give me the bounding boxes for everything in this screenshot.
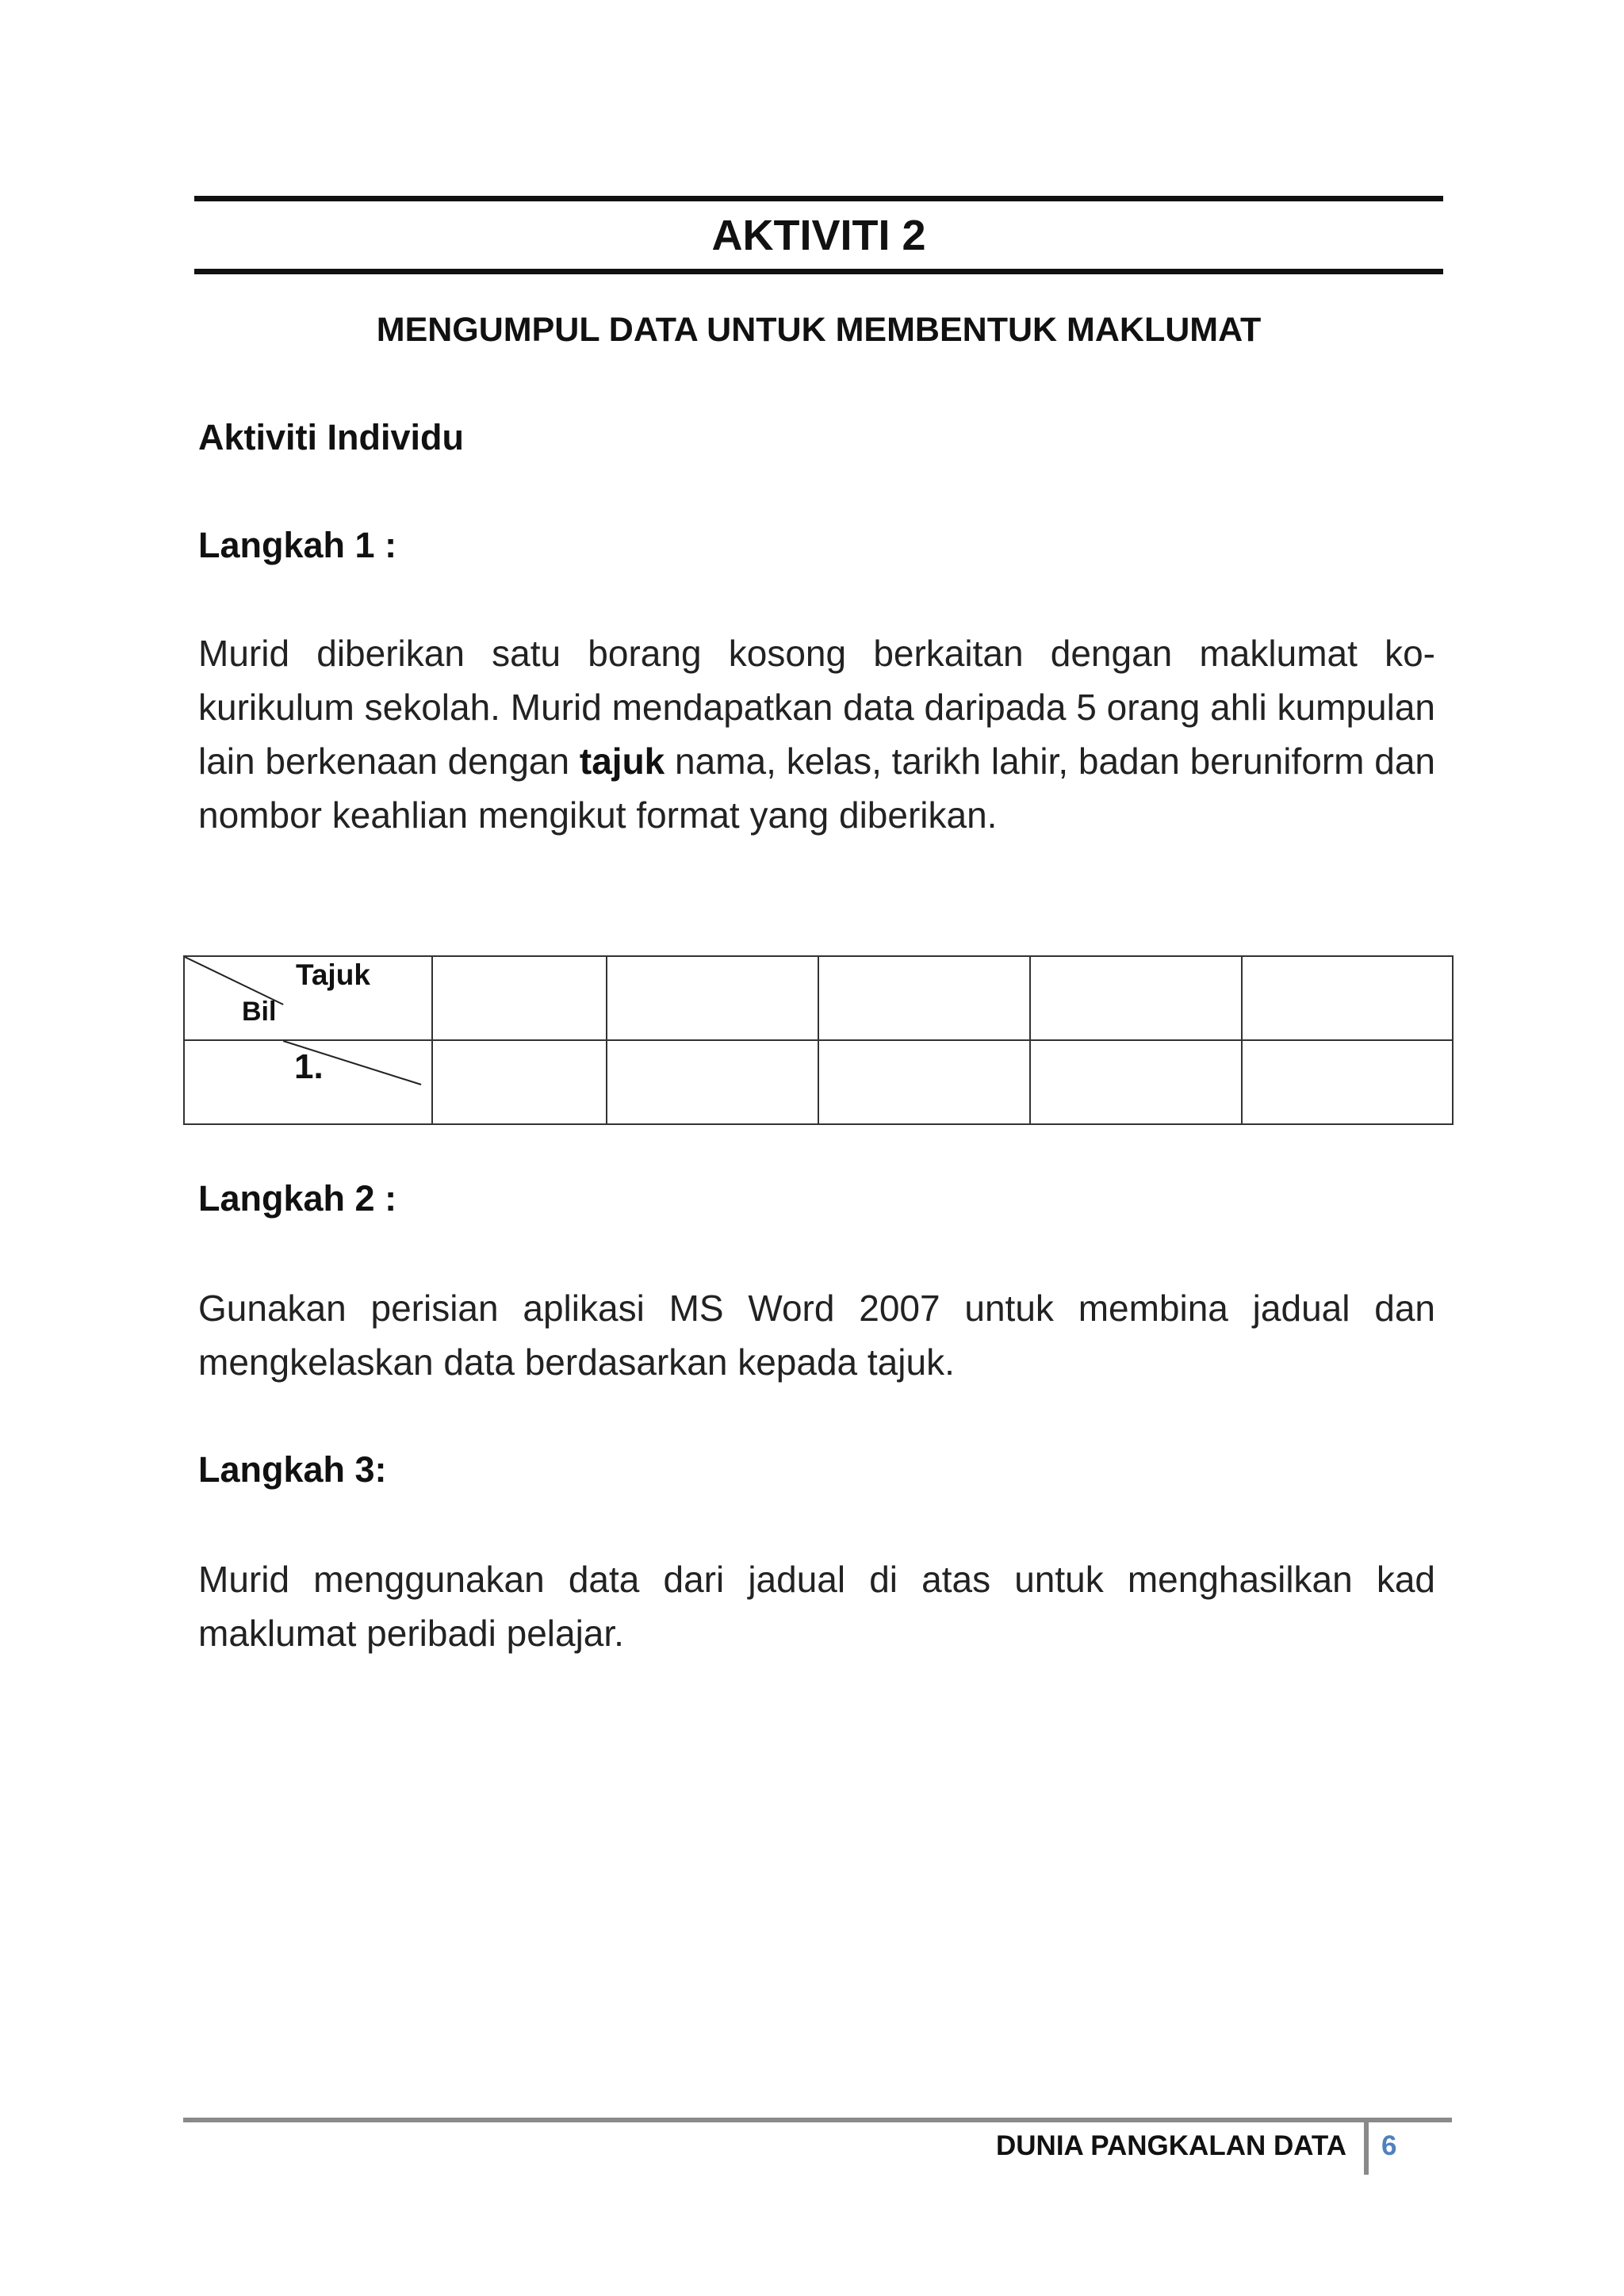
header-corner-cell <box>184 956 432 1040</box>
table-cell[interactable] <box>432 956 607 1040</box>
step3-paragraph: Murid menggunakan data dari jadual di atas untuk menghasilkan kad maklumat peribadi pelajar. <box>198 1559 1435 1654</box>
footer-title: DUNIA PANGKALAN DATA <box>996 2130 1346 2161</box>
step2-heading: Langkah 2 : <box>198 1178 397 1219</box>
step1-heading: Langkah 1 : <box>198 525 397 565</box>
footer-rule <box>183 2118 1452 2122</box>
page-subtitle: MENGUMPUL DATA UNTUK MEMBENTUK MAKLUMAT <box>376 311 1262 349</box>
table-cell[interactable] <box>1242 1040 1453 1124</box>
tajuk-label: Tajuk <box>296 959 370 991</box>
table-header-row <box>184 956 1453 1040</box>
table-cell[interactable] <box>1030 956 1242 1040</box>
step1-paragraph <box>198 626 1435 842</box>
table-cell[interactable] <box>1242 956 1453 1040</box>
row-number: 1. <box>294 1047 324 1086</box>
table-cell[interactable] <box>607 1040 818 1124</box>
footer-separator <box>1364 2122 1369 2175</box>
bil-label: Bil <box>242 997 277 1027</box>
title-top-rule <box>194 196 1443 201</box>
page-title: AKTIVITI 2 <box>711 212 926 259</box>
table-cell[interactable] <box>432 1040 607 1124</box>
table-cell[interactable] <box>818 1040 1030 1124</box>
table-row <box>184 1040 1453 1124</box>
step2-paragraph: Gunakan perisian aplikasi MS Word 2007 untuk membina jadual dan mengkelaskan data berdasarkan kepada tajuk. <box>198 1288 1435 1383</box>
step1-bold-word: tajuk <box>579 740 665 782</box>
blank-data-form-table <box>183 955 1454 1125</box>
title-bottom-rule <box>194 269 1443 274</box>
table-cell[interactable] <box>818 956 1030 1040</box>
table-cell[interactable] <box>1030 1040 1242 1124</box>
step1-text-b: nama, kelas, tarikh lahir, badan beruniform dan nombor keahlian mengikut format yang diberikan. <box>198 740 1436 836</box>
page-number: 6 <box>1381 2130 1397 2161</box>
table-cell[interactable] <box>607 956 818 1040</box>
step1-text-a: Murid diberikan satu borang kosong berkaitan dengan maklumat ko-kurikulum sekolah. Murid mendapatkan data daripada 5 orang ahli kumpulan lain berkenaan dengan <box>198 633 1435 782</box>
section-label: Aktiviti Individu <box>198 417 465 457</box>
row-number-cell <box>184 1040 432 1124</box>
step3-heading: Langkah 3: <box>198 1449 387 1490</box>
